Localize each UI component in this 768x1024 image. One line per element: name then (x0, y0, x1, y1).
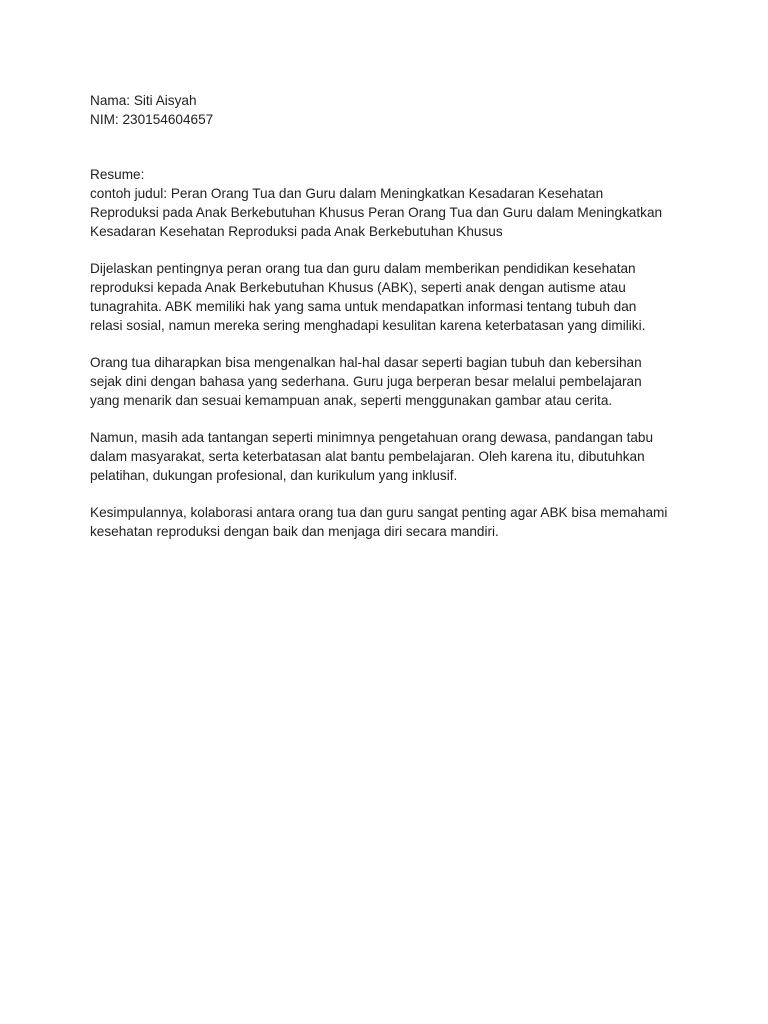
paragraph-line: tunagrahita. ABK memiliki hak yang sama untuk mendapatkan informasi tentang tubuh dan (90, 299, 637, 314)
resume-label: Resume: (90, 167, 145, 182)
student-nim: NIM: 230154604657 (90, 112, 214, 127)
paragraph-line: relasi sosial, namun mereka sering menghadapi kesulitan karena keterbatasan yang dimiliki. (90, 318, 646, 333)
paragraph-line: sejak dini dengan bahasa yang sederhana. Guru juga berperan besar melalui pembelajaran (90, 374, 642, 389)
paragraph-line: Namun, masih ada tantangan seperti minimnya pengetahuan orang dewasa, pandangan tabu (90, 430, 654, 445)
resume-title-line: contoh judul: Peran Orang Tua dan Guru dalam Meningkatkan Kesadaran Kesehatan (90, 186, 604, 201)
paragraph-intro (90, 259, 700, 335)
paragraph-roles (90, 353, 700, 410)
paragraph-line: dalam masyarakat, serta keterbatasan alat bantu pembelajaran. Oleh karena itu, dibutuhkan (90, 449, 645, 464)
student-info (90, 91, 700, 129)
resume-title-line: Kesadaran Kesehatan Reproduksi pada Anak Berkebutuhan Khusus (90, 224, 503, 239)
document-page (90, 91, 700, 541)
resume-section (90, 165, 700, 241)
paragraph-line: Orang tua diharapkan bisa mengenalkan hal-hal dasar seperti bagian tubuh dan kebersihan (90, 355, 642, 370)
resume-title-line: Reproduksi pada Anak Berkebutuhan Khusus Peran Orang Tua dan Guru dalam Meningkatkan (90, 205, 663, 220)
paragraph-challenges (90, 428, 700, 485)
paragraph-line: pelatihan, dukungan profesional, dan kurikulum yang inklusif. (90, 468, 458, 483)
paragraph-line: reproduksi kepada Anak Berkebutuhan Khusus (ABK), seperti anak dengan autisme atau (90, 280, 626, 295)
paragraph-line: Kesimpulannya, kolaborasi antara orang tua dan guru sangat penting agar ABK bisa memahami (90, 505, 668, 520)
paragraph-line: Dijelaskan pentingnya peran orang tua dan guru dalam memberikan pendidikan kesehatan (90, 261, 636, 276)
student-name: Nama: Siti Aisyah (90, 93, 197, 108)
paragraph-conclusion (90, 503, 700, 541)
paragraph-line: kesehatan reproduksi dengan baik dan menjaga diri secara mandiri. (90, 524, 499, 539)
paragraph-line: yang menarik dan sesuai kemampuan anak, seperti menggunakan gambar atau cerita. (90, 393, 613, 408)
spacer (90, 129, 700, 165)
